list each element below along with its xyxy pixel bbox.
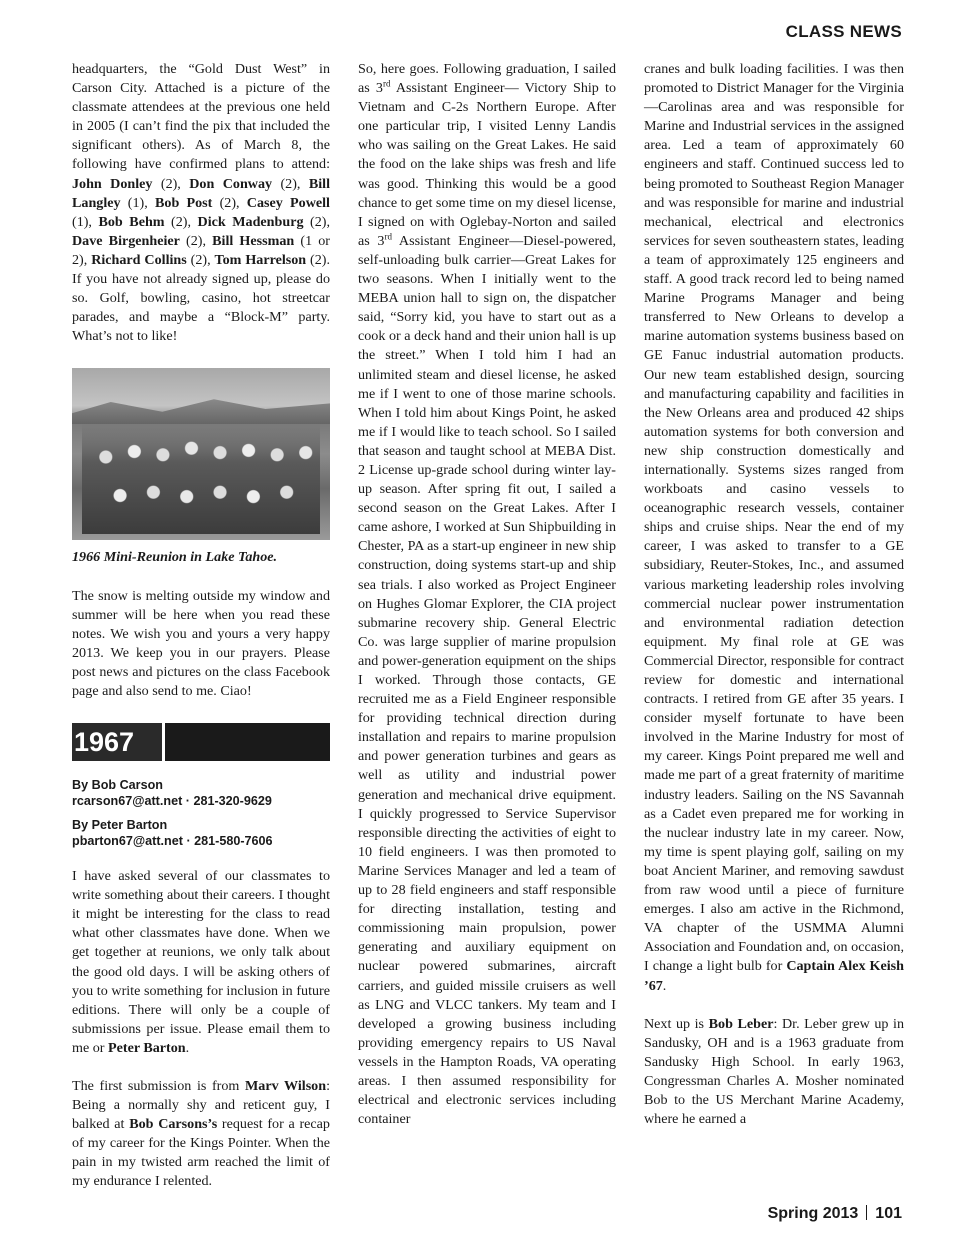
attendee-count: (2),	[179, 232, 213, 249]
byline-contact: pbarton67@att.net · 281-580-7606	[72, 834, 273, 849]
attendee-name: John Donley	[72, 175, 153, 192]
byline-contact: rcarson67@att.net · 281-320-9629	[72, 794, 272, 809]
column-1	[72, 60, 330, 1192]
attendee-count: (2),	[212, 194, 247, 211]
attendee-name: Bill Hessman	[212, 232, 295, 249]
issue-label: Spring 2013	[767, 1205, 859, 1222]
paragraph-intro: I have asked several of our classmates to write something about their careers. I thought it might be interesting for the class to read what other classmates have done. When we get together at reunions, we only talk about the good old days. I will be asking others of you to write something for inclusion in future editions. There will only be a couple of submissions per issue. Please email them to me or Peter Barton.	[72, 868, 330, 1056]
banner-fill	[165, 723, 330, 761]
attendee-name: Casey Powell	[246, 194, 330, 211]
footer-divider	[866, 1205, 867, 1220]
paragraph-bob-leber: Next up is Bob Leber: Dr. Leber grew up in Sandusky, OH and is a 1963 graduate from Sandusky High School. In early 1963, Congressman Charles A. Mosher nominated Bob to the US Merchant Marine Academy, where he earned a	[644, 1015, 904, 1128]
class-year: 1967	[72, 723, 165, 761]
page-footer	[768, 1205, 902, 1223]
paragraph-career-continued: cranes and bulk loading facilities. I was then promoted to District Manager for the Virginia—Carolinas area and was responsible for Marine and Industrial services in the assigned area. Led a team of approximately 60 engineers and staff. Continued success led to being promoted to Southeast Region Manager and was responsible for marine and industrial mechanical, electrical and electronics services for seven southeastern states, leading a team of approximately 125 engineers and staff. A good track record led to being named Marine Programs Manager and being transferred to New Orleans to develop a marine automation systems business based on GE Fanuc industrial automation products. Our new team established design, sourcing and manufacturing capability and facilities in the New Orleans area and produced 42 ships automation systems for both conversion and new ship construction domestically and internationally. Systems sizes ranged from workboats and casino vessels to oceanographic research vessels, container ships and cruise ships. Near the end of my career, I was asked to transfer to a GE subsidiary, Reuter-Stokes, Inc., and assumed various marketing leadership roles involving commercial nuclear power instrumentation and environmental radiation detection equipment. My final role at GE was Commercial Director, responsible for contract review for domestic and international contracts. I retired from GE after 35 years. I consider myself fortunate to have been involved in the Marine Industry for most of my career. Kings Point prepared me well and made me part of a great fraternity of maritime industry leaders. Sailing on the NS Savannah as a Cadet even prepared me for working in the nuclear industry late in my career. Now, my time is spent playing golf, sailing on my boat Ancient Mariner, and removing sawdust from raw wood until a piece of furniture emerges. I also am active in the Richmond, VA chapter of the USMMA Alumni Association and Foundation and, on occasion, I change a light bulb for Captain Alex Keish ’67.	[644, 61, 905, 994]
reunion-photo	[72, 368, 330, 540]
byline-name: By Bob Carson	[72, 778, 163, 793]
byline-peter-barton	[72, 817, 330, 849]
section-label: CLASS NEWS	[785, 22, 902, 41]
attendee-name: Dick Madenburg	[197, 213, 304, 230]
photo-mountains	[72, 396, 330, 424]
page-number: 101	[875, 1205, 902, 1222]
attendee-count: (2),	[186, 251, 215, 268]
attendee-count: (2),	[152, 175, 190, 192]
attendee-name: Tom Harrelson	[214, 251, 307, 268]
attendee-count: (2),	[272, 175, 309, 192]
class-year-banner	[72, 723, 330, 761]
photo-people	[82, 424, 320, 534]
attendee-count: (2).	[306, 251, 330, 268]
attendee-name: Bob Post	[155, 194, 213, 211]
attendee-name: Richard Collins	[91, 251, 187, 268]
attendee-count: (1),	[120, 194, 155, 211]
byline-bob-carson	[72, 777, 330, 809]
attendee-count: (1),	[72, 213, 99, 230]
attendee-name: Don Conway	[189, 175, 273, 192]
attendee-count: (1 or 2),	[72, 232, 331, 268]
attendee-count: (2),	[164, 213, 198, 230]
paragraph-reunion: headquarters, the “Gold Dust West” in Carson City. Attached is a picture of the classmate attendees at the previous one held in 2005 (I can’t find the pix that included the significant others). As of March 8, the following have confirmed plans to attend: John Donley (2), Don Conway (2), Bill Langley (1), Bob Post (2), Casey Powell (1), Bob Behm (2), Dick Madenburg (2), Dave Birgenheier (2), Bill Hessman (1 or 2), Richard Collins (2), Tom Harrelson (2). If you have not already signed up, please do so. Golf, bowling, casino, hot streetcar parades, and maybe a “Block-M” party. What’s not to like!	[72, 61, 331, 345]
byline-name: By Peter Barton	[72, 818, 168, 833]
attendee-name: Dave Birgenheier	[72, 232, 180, 249]
attendee-count: (2),	[303, 213, 330, 230]
paragraph-career: So, here goes. Following graduation, I sailed as 3rd Assistant Engineer— Victory Ship to Vietnam and C-2s Northern Europe. After one particular trip, I visited Lenny Landis who was sailing on the Great Lakes. He said the food on the lake ships was fresh and life was good. Thinking this would be a good chance to get some time on my diesel license, I signed on with Oglebay-Norton and sailed as 3rd Assistant Engineer—Diesel-powered, self-unloading bulk carrier—Great Lakes for two seasons. When I initially went to the MEBA union hall to sign on, the dispatcher said, “Sorry kid, you have to start out as a cook or a deck hand and their union hall is up the street.” When I told him I had an unlimited steam and diesel license, he asked me if I went to one of those marine schools. When I told him about Kings Point, he asked me if I would like to teach school. So I sailed that season and taught school at MEBA Dist. 2 License up-grade school during winter lay-up season. After spring fit out, I sailed a second season on the Great Lakes. After I came ashore, I worked at Sun Shipbuilding in Chester, PA as a start-up engineer in new ship construction, doing systems start-up and ship sea trials. I also worked as Project Engineer on Hughes Glomar Explorer, the CIA project submarine recovery ship. General Electric Co. was large supplier of marine propulsion and power-generation equipment on the ships I worked. Through those contacts, GE recruited me as a Field Engineer responsible for providing technical direction during installation and repairs to marine propulsion and power generation turbines and gears as well as utility and industrial power generation and mechanical drive equipment. I quickly progressed to Service Supervisor responsible directing the activities of eight to 10 field engineers. I was then promoted to Marine Services Manager and led a team of up to 28 field engineers and staff responsible for directing installation, testing and commissioning main propulsion, power generating and auxiliary equipment on nuclear powered submarines, aircraft carriers, and guided missile cruisers as well as LNG and VLCC tankers. My team and I developed a growing business including providing emergency repairs to US Naval vessels in the Hampton Roads, VA operating areas. I then assumed responsibility for electrical and electronic services including container	[358, 61, 616, 1128]
column-2	[358, 60, 616, 1129]
photo-caption: 1966 Mini-Reunion in Lake Tahoe.	[72, 549, 278, 566]
paragraph-closing: The snow is melting outside my window and summer will be here when you read these notes. We wish you and yours a very happy 2013. We keep you in our prayers. Please post news and pictures on the class Facebook page and also send to me. Ciao!	[72, 587, 330, 699]
attendee-list	[72, 176, 330, 268]
attendee-name: Bill Langley	[72, 175, 330, 211]
column-3	[644, 60, 904, 1129]
paragraph-first-submission: The first submission is from Marv Wilson: Being a normally shy and reticent guy, I balked at Bob Carsons’s request for a recap of my career for the Kings Pointer. When the pain in my twisted arm reached the limit of my endurance I relented.	[72, 1078, 330, 1190]
attendee-name: Bob Behm	[98, 213, 165, 230]
